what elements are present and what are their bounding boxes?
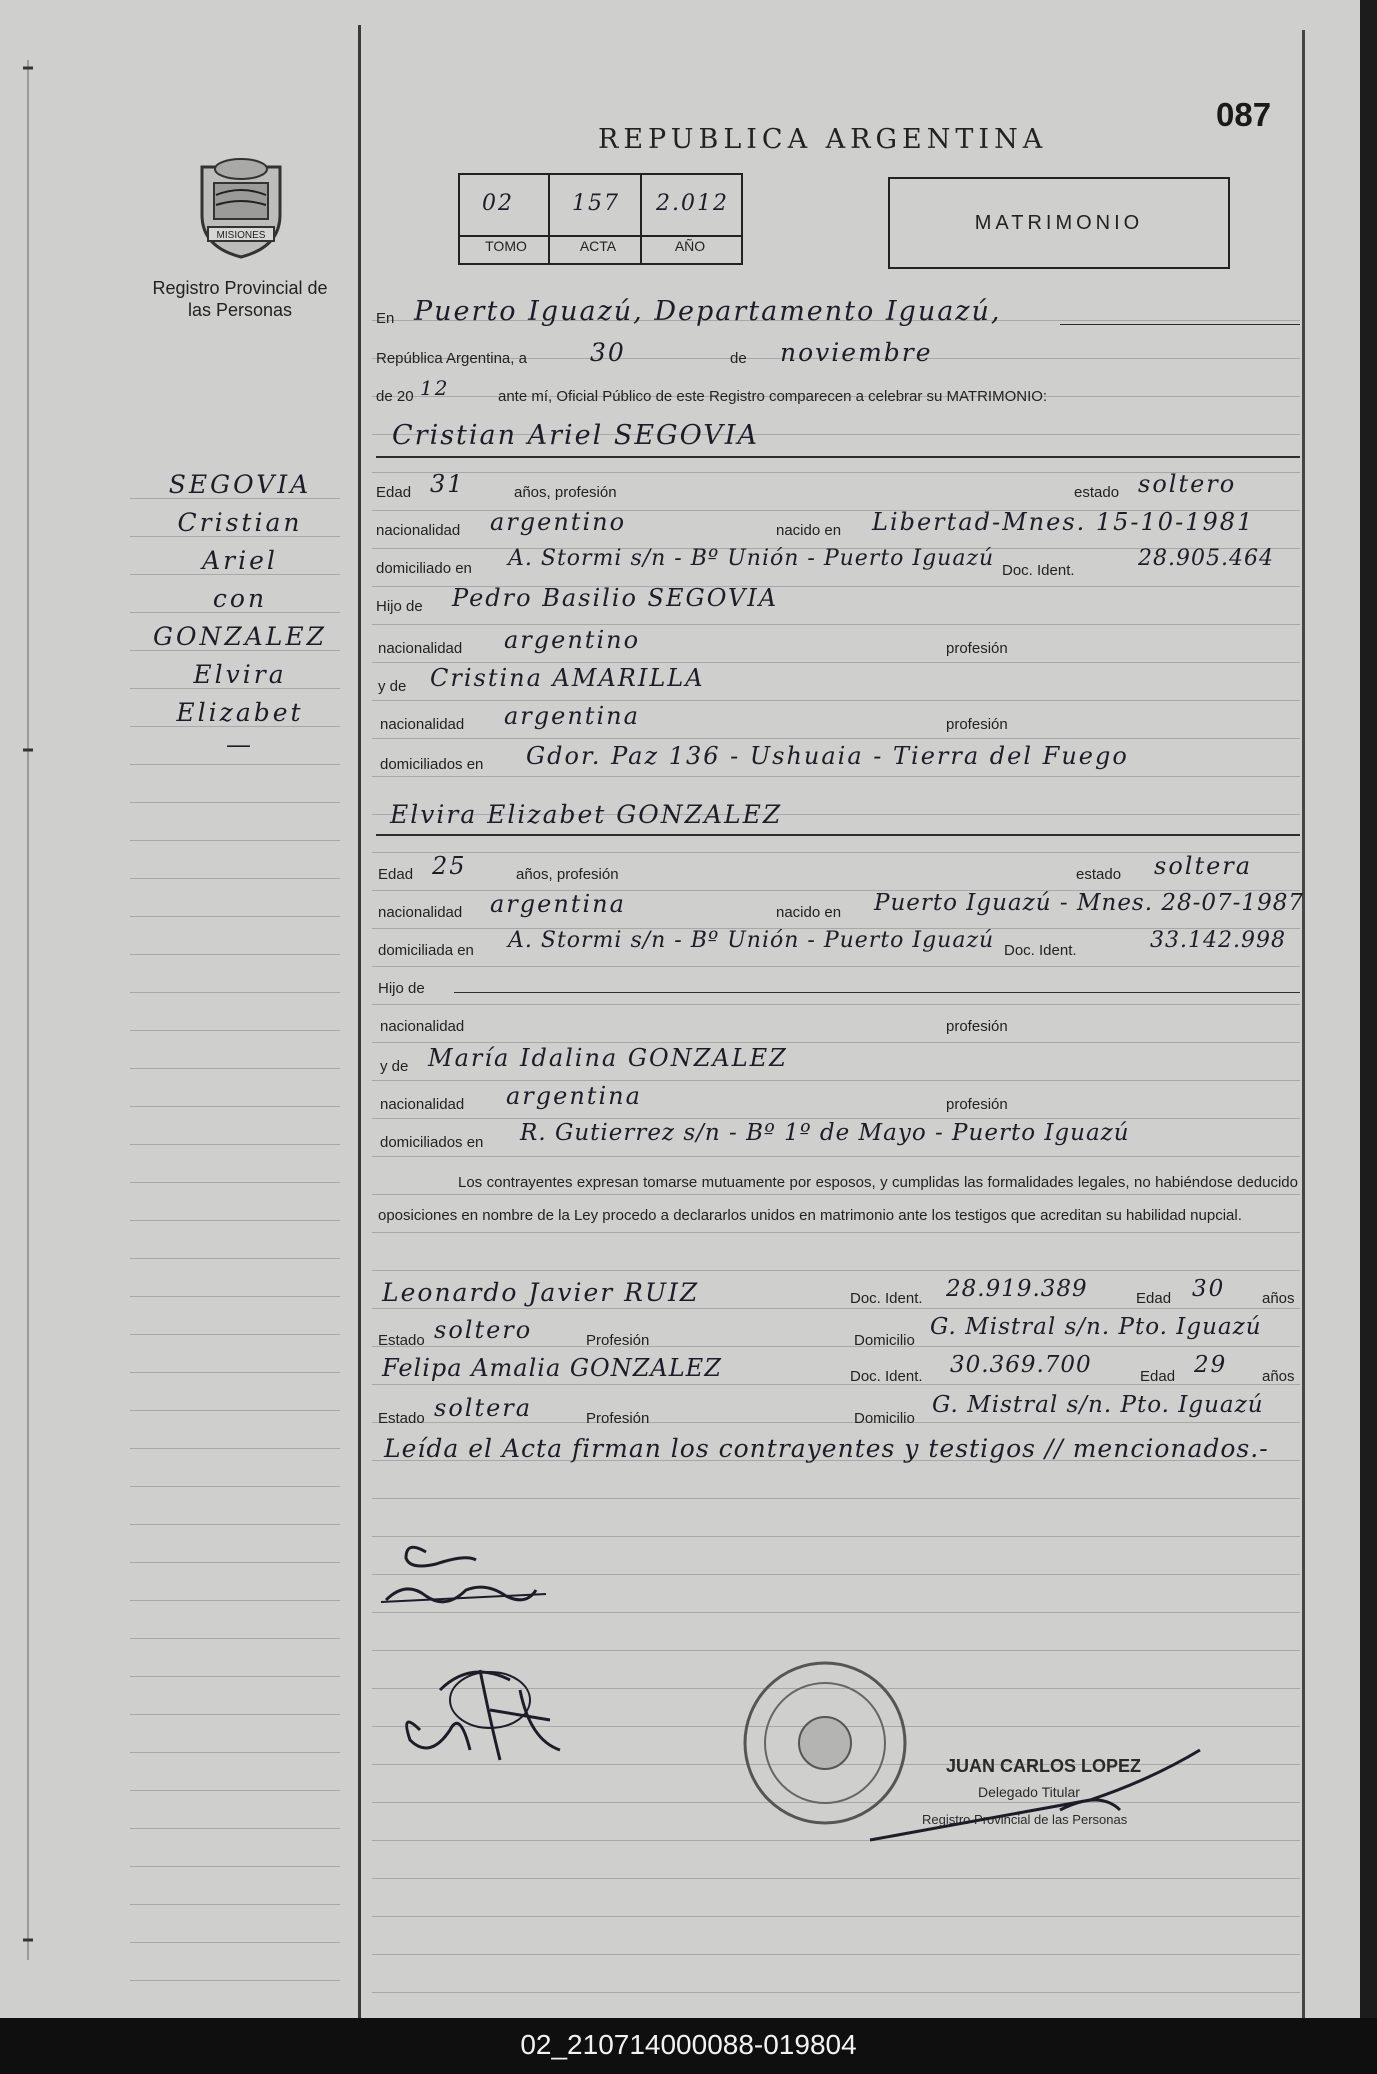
hijo-de-label: Hijo de — [378, 980, 425, 997]
ruled-line — [372, 662, 1300, 663]
hijo-de-label: Hijo de — [376, 598, 423, 615]
ruled-line — [372, 776, 1300, 777]
margin-ruled-line — [130, 916, 340, 917]
margin-note-line: Cristian — [177, 508, 303, 537]
margin-ruled-line — [130, 954, 340, 955]
witness1-edad: 30 — [1192, 1276, 1226, 1302]
provincia-misiones-logo-icon — [194, 155, 288, 259]
anios-profesion-label: años, profesión — [516, 866, 619, 883]
witness1-domicilio: G. Mistral s/n. Pto. Iguazú — [930, 1314, 1262, 1340]
nacido-label: nacido en — [776, 904, 842, 921]
margin-ruled-line — [130, 1448, 340, 1449]
profesion-label: profesión — [946, 1096, 1008, 1113]
year-suffix: 12 — [420, 376, 450, 400]
margin-ruled-line — [130, 1942, 340, 1943]
edad-label: Edad — [378, 866, 414, 883]
binding-marks — [22, 60, 34, 1960]
record-reference-box — [458, 173, 743, 265]
official-signature-icon — [860, 1740, 1220, 1850]
place-value: Puerto Iguazú, Departamento Iguazú, — [414, 296, 1002, 327]
margin-note-line: GONZALEZ — [153, 622, 327, 651]
ruled-line — [372, 624, 1300, 625]
ruled-line — [372, 738, 1300, 739]
official-name: JUAN CARLOS LOPEZ — [946, 1756, 1142, 1776]
groom-domicilio: A. Stormi s/n - Bº Unión - Puerto Iguazú — [508, 546, 995, 571]
country-title: REPUBLICA ARGENTINA — [598, 124, 1048, 155]
closing-note: Leída el Acta firman los contrayentes y testigos // mencionados.- — [384, 1434, 1269, 1463]
margin-ruled-line — [130, 1220, 340, 1221]
groom-father-nacionalidad: argentino — [504, 626, 641, 654]
edad-label: Edad — [1140, 1368, 1176, 1385]
domiciliados-label: domiciliados en — [380, 756, 484, 773]
margin-note-line: — — [226, 730, 254, 759]
bride-nacido: Puerto Iguazú - Mnes. 28-07-1987 — [874, 890, 1304, 916]
bride-edad: 25 — [432, 852, 467, 880]
ruled-line — [372, 1004, 1300, 1005]
margin-ruled-line — [130, 1258, 340, 1259]
groom-estado: soltero — [1138, 470, 1237, 498]
groom-nacido: Libertad-Mnes. 15-10-1981 — [872, 508, 1255, 536]
anio-label: AÑO — [674, 238, 706, 254]
declaration-text: Los contrayentes expresan tomarse mutuamente por esposos, y cumplidas las formalidades legales, no habiéndose deducido oposiciones en nombre de la Ley procedo a declararlos unidos en matrimonio ante los testigos que acreditan su habilidad nupcial. — [378, 1174, 1298, 1224]
ruled-line — [372, 1878, 1300, 1879]
ruled-line — [372, 1916, 1300, 1917]
margin-ruled-line — [130, 1524, 340, 1525]
domiciliado-label: domiciliado en — [376, 560, 472, 577]
groom-father: Pedro Basilio SEGOVIA — [452, 584, 779, 612]
nacionalidad-label: nacionalidad — [376, 522, 461, 539]
margin-ruled-line — [130, 1486, 340, 1487]
groom-nacionalidad: argentino — [490, 508, 627, 536]
year-prefix: de 20 — [376, 388, 414, 405]
official-title: Delegado Titular — [978, 1784, 1080, 1800]
margin-note-line: SEGOVIA — [168, 470, 312, 499]
margin-ruled-line — [130, 1638, 340, 1639]
domicilio-label: Domicilio — [854, 1332, 915, 1349]
margin-ruled-line — [130, 1068, 340, 1069]
ruled-line — [372, 966, 1300, 967]
margin-ruled-line — [130, 802, 340, 803]
profesion-label: Profesión — [586, 1410, 650, 1427]
y-de-label: y de — [378, 678, 407, 695]
ruled-line — [372, 1498, 1300, 1499]
estado-label: Estado — [378, 1410, 425, 1427]
doc-label: Doc. Ident. — [1002, 562, 1075, 579]
groom-edad: 31 — [430, 470, 465, 498]
groom-mother: Cristina AMARILLA — [430, 664, 705, 692]
margin-ruled-line — [130, 764, 340, 765]
groom-parents-domicilio: Gdor. Paz 136 - Ushuaia - Tierra del Fuego — [526, 742, 1129, 770]
anios-label: años — [1262, 1368, 1295, 1385]
margin-ruled-line — [130, 1144, 340, 1145]
margin-note-line: Elvira — [193, 660, 287, 689]
bride-parents-domicilio: R. Gutierrez s/n - Bº 1º de Mayo - Puerto Iguazú — [520, 1120, 1130, 1146]
bride-mother-nacionalidad: argentina — [506, 1082, 642, 1110]
tomo-value: 02 — [482, 191, 514, 216]
domicilio-label: Domicilio — [854, 1410, 915, 1427]
profesion-label: profesión — [946, 640, 1008, 657]
margin-ruled-line — [130, 1106, 340, 1107]
tomo-label: TOMO — [485, 238, 527, 254]
witness2-edad: 29 — [1194, 1352, 1228, 1378]
ruled-line — [372, 1118, 1300, 1119]
bride-estado: soltera — [1154, 852, 1253, 880]
groom-doc: 28.905.464 — [1138, 546, 1274, 571]
margin-ruled-line — [130, 1372, 340, 1373]
witness1-estado: soltero — [434, 1316, 533, 1344]
margin-ruled-line — [130, 1866, 340, 1867]
margin-divider — [358, 25, 361, 2018]
margin-note-line: Elizabet — [176, 698, 304, 727]
ruled-line — [372, 1346, 1300, 1347]
edad-label: Edad — [376, 484, 412, 501]
bride-domicilio: A. Stormi s/n - Bº Unión - Puerto Iguazú — [508, 928, 995, 953]
folio-number: 087 — [1216, 96, 1272, 133]
ruled-line — [372, 1954, 1300, 1955]
margin-ruled-line — [130, 1030, 340, 1031]
witness1-doc: 28.919.389 — [946, 1276, 1088, 1302]
doc-label: Doc. Ident. — [850, 1368, 923, 1385]
signature-groom-icon — [376, 1530, 556, 1620]
witness1-name: Leonardo Javier RUIZ — [382, 1278, 700, 1307]
ruled-line — [372, 1042, 1300, 1043]
domiciliados-label: domiciliados en — [380, 1134, 484, 1151]
margin-ruled-line — [130, 1828, 340, 1829]
edad-label: Edad — [1136, 1290, 1172, 1307]
acta-label: ACTA — [579, 238, 617, 254]
domiciliada-label: domiciliada en — [378, 942, 474, 959]
official-office: Registro Provincial de las Personas — [922, 1812, 1128, 1827]
margin-ruled-line — [130, 878, 340, 879]
bride-mother: María Idalina GONZALEZ — [428, 1044, 788, 1072]
ruled-line — [372, 1080, 1300, 1081]
margin-ruled-line — [130, 1752, 340, 1753]
estado-label: Estado — [378, 1332, 425, 1349]
nacionalidad-label: nacionalidad — [378, 904, 463, 921]
intro-text: ante mí, Oficial Público de este Registro comparecen a celebrar su MATRIMONIO: — [498, 388, 1048, 405]
margin-ruled-line — [130, 1562, 340, 1563]
scan-code: 02_210714000088-019804 — [520, 2029, 857, 2060]
margin-ruled-line — [130, 1714, 340, 1715]
de-label: de — [730, 350, 747, 367]
margin-ruled-line — [130, 840, 340, 841]
ruled-line — [372, 1270, 1300, 1271]
ruled-line — [372, 1422, 1300, 1423]
republica-label: República Argentina, a — [376, 350, 527, 367]
anios-label: años — [1262, 1290, 1295, 1307]
anios-profesion-label: años, profesión — [514, 484, 617, 501]
witness2-doc: 30.369.700 — [950, 1352, 1092, 1378]
doc-label: Doc. Ident. — [1004, 942, 1077, 959]
nacionalidad-label: nacionalidad — [380, 716, 465, 733]
record-type-box: MATRIMONIO — [888, 177, 1230, 269]
groom-name: Cristian Ariel SEGOVIA — [392, 420, 759, 451]
y-de-label: y de — [380, 1058, 409, 1075]
en-label: En — [376, 310, 395, 327]
witness2-estado: soltera — [434, 1394, 533, 1422]
bride-nacionalidad: argentina — [490, 890, 626, 918]
margin-note-line: Ariel — [202, 546, 278, 575]
registry-name: Registro Provincial de las Personas — [152, 278, 328, 320]
margin-note-line: con — [212, 584, 268, 613]
margin-ruled-line — [130, 992, 340, 993]
margin-ruled-line — [130, 1600, 340, 1601]
nacionalidad-label: nacionalidad — [380, 1096, 465, 1113]
ruled-line — [372, 1232, 1300, 1233]
margin-ruled-line — [130, 1296, 340, 1297]
margin-ruled-line — [130, 1182, 340, 1183]
margin-ruled-line — [130, 1904, 340, 1905]
margin-ruled-line — [130, 1790, 340, 1791]
profesion-label: Profesión — [586, 1332, 650, 1349]
profesion-label: profesión — [946, 716, 1008, 733]
page-edge — [1302, 30, 1305, 2018]
witness2-name: Felipa Amalia GONZALEZ — [382, 1354, 722, 1382]
ruled-line — [372, 700, 1300, 701]
ruled-line — [372, 1156, 1300, 1157]
doc-label: Doc. Ident. — [850, 1290, 923, 1307]
estado-label: estado — [1074, 484, 1120, 501]
bride-doc: 33.142.998 — [1150, 928, 1286, 953]
nacionalidad-label: nacionalidad — [378, 640, 463, 657]
month-value: noviembre — [780, 338, 933, 367]
day-value: 30 — [590, 338, 626, 367]
nacido-label: nacido en — [776, 522, 842, 539]
margin-ruled-line — [130, 1410, 340, 1411]
ruled-line — [372, 1992, 1300, 1993]
bride-name: Elvira Elizabet GONZALEZ — [390, 800, 783, 829]
witness2-domicilio: G. Mistral s/n. Pto. Iguazú — [932, 1392, 1264, 1418]
estado-label: estado — [1076, 866, 1122, 883]
ruled-line — [372, 1308, 1300, 1309]
svg-text:MISIONES: MISIONES — [216, 230, 266, 241]
profesion-label: profesión — [946, 1018, 1008, 1035]
nacionalidad-label: nacionalidad — [380, 1018, 465, 1035]
signature-bride-icon — [380, 1650, 580, 1770]
margin-ruled-line — [130, 1334, 340, 1335]
acta-value: 157 — [572, 191, 620, 216]
margin-ruled-line — [130, 1676, 340, 1677]
groom-mother-nacionalidad: argentina — [504, 702, 640, 730]
anio-value: 2.012 — [656, 191, 729, 216]
margin-ruled-line — [130, 1980, 340, 1981]
